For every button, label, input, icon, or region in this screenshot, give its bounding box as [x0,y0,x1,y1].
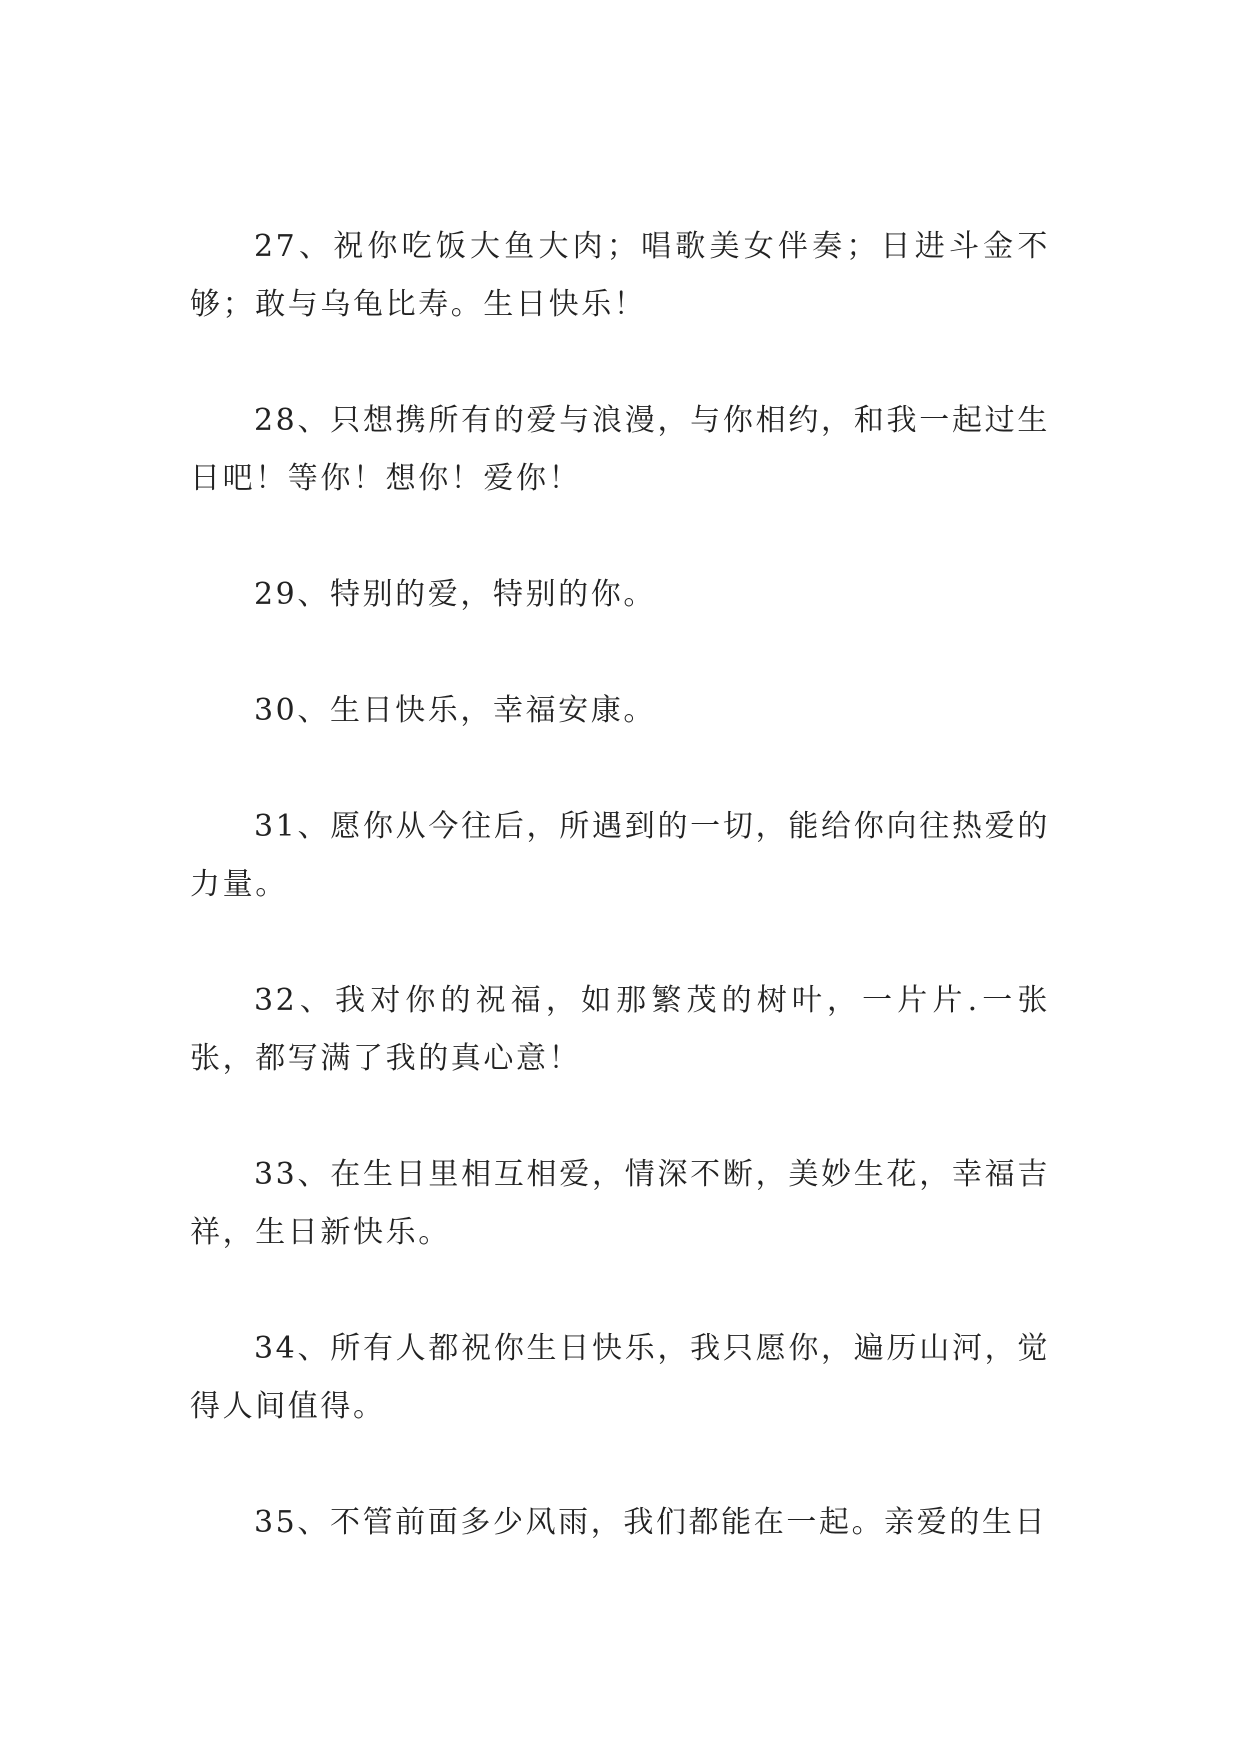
paragraph-28: 28、只想携所有的爱与浪漫，与你相约，和我一起过生日吧！等你！想你！爱你！ [190,403,1050,496]
paragraph-34: 34、所有人都祝你生日快乐，我只愿你，遍历山河，觉得人间值得。 [190,1331,1050,1424]
paragraph-30: 30、生日快乐，幸福安康。 [254,693,656,728]
paragraph-33: 33、在生日里相互相爱，情深不断，美妙生花，幸福吉祥，生日新快乐。 [190,1157,1050,1250]
paragraph-29: 29、特别的爱，特别的你。 [254,577,656,612]
paragraph-35: 35、不管前面多少风雨，我们都能在一起。亲爱的生日 [254,1505,1048,1540]
paragraph-27: 27、祝你吃饭大鱼大肉；唱歌美女伴奏；日进斗金不够；敢与乌龟比寿。生日快乐！ [190,229,1050,322]
paragraph-31: 31、愿你从今往后，所遇到的一切，能给你向往热爱的力量。 [190,809,1050,902]
document-body [190,218,1050,1552]
paragraph-32: 32、我对你的祝福，如那繁茂的树叶，一片片.一张张，都写满了我的真心意！ [190,983,1050,1076]
